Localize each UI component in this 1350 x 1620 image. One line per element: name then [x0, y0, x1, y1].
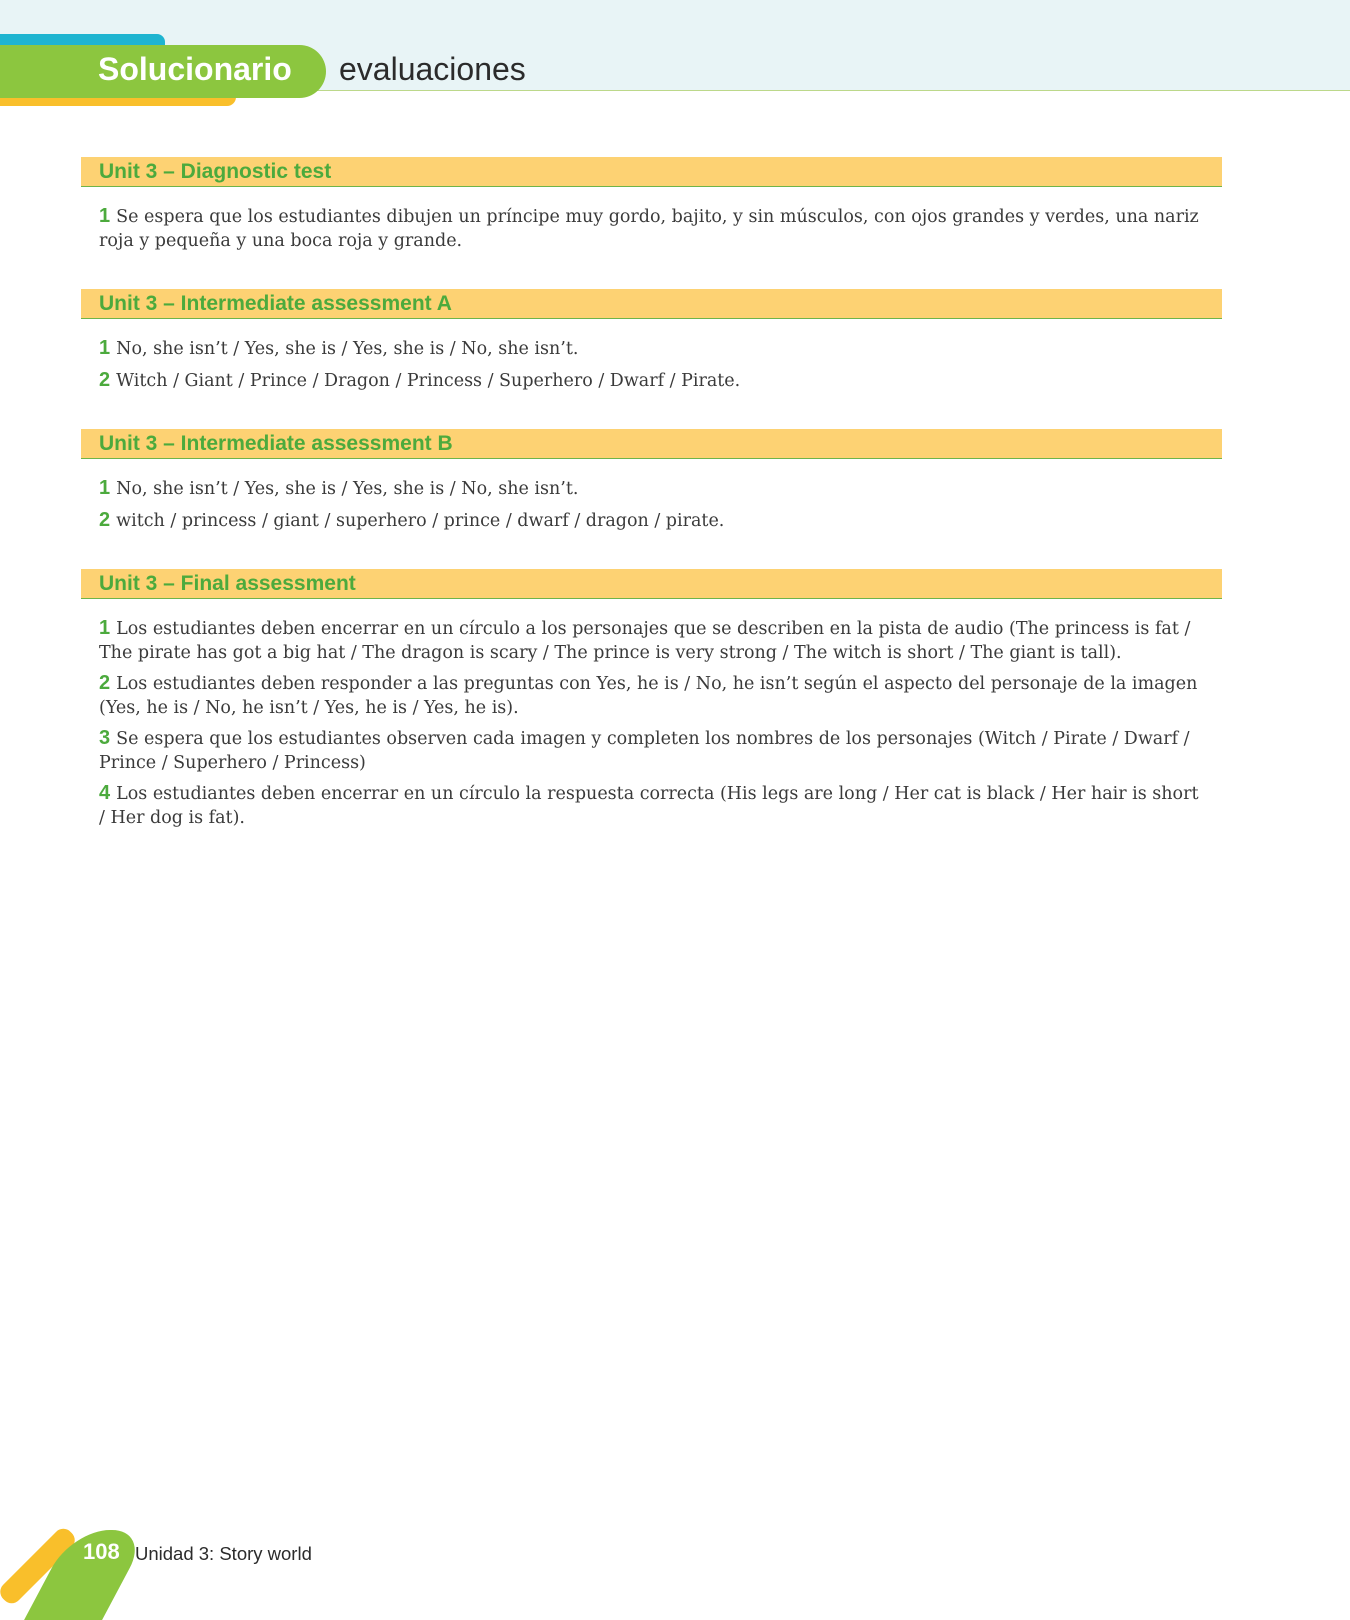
page-number: 108 [83, 1539, 120, 1564]
header-title: Solucionario [98, 51, 292, 87]
answer-item [99, 509, 1204, 534]
answer-item [99, 727, 1204, 775]
item-text: Se espera que los estudiantes dibujen un príncipe muy gordo, bajito, y sin músculos, con ojos grandes y verdes, una nariz roja y pequeña y una boca roja y grande. [99, 207, 1199, 251]
item-number: 2 [99, 672, 111, 694]
item-number: 2 [99, 368, 111, 391]
item-text: witch / princess / giant / superhero / prince / dwarf / dragon / pirate. [116, 510, 725, 531]
footer-unit-label: Unidad 3: Story world [135, 1543, 312, 1564]
section-items [81, 319, 1222, 393]
item-text: Los estudiantes deben responder a las preguntas con Yes, he is / No, he isn’t según el aspecto del personaje de la imagen (Yes, he is / No, he isn’t / Yes, he is / Yes, he is). [99, 674, 1198, 718]
answer-key-content [81, 157, 1222, 866]
answer-item [99, 337, 1204, 362]
section-title: Unit 3 – Diagnostic test [81, 157, 1222, 187]
item-number: 1 [99, 477, 111, 499]
item-text: Los estudiantes deben encerrar en un círculo a los personajes que se describen en la pista de audio (The princess is fat / The pirate has got a big hat / The dragon is scary / The prince is very strong / The witch is short / The giant is tall). [99, 619, 1191, 663]
answer-item [99, 672, 1204, 720]
answer-item [99, 617, 1204, 665]
item-text: No, she isn’t / Yes, she is / Yes, she is / No, she isn’t. [116, 339, 579, 359]
answer-item [99, 477, 1204, 502]
section-final-assessment [81, 569, 1222, 830]
item-text: No, she isn’t / Yes, she is / Yes, she is / No, she isn’t. [116, 479, 579, 499]
item-number: 3 [99, 727, 111, 749]
section-title: Unit 3 – Final assessment [81, 569, 1222, 599]
section-intermediate-a [81, 289, 1222, 393]
item-number: 2 [99, 508, 111, 531]
item-text: Los estudiantes deben encerrar en un círculo la respuesta correcta (His legs are long / Her cat is black / Her hair is short / Her dog is fat). [99, 784, 1199, 828]
answer-item [99, 369, 1204, 394]
section-title: Unit 3 – Intermediate assessment B [81, 429, 1222, 459]
section-items [81, 187, 1222, 253]
item-number: 4 [99, 782, 111, 804]
item-text: Se espera que los estudiantes observen cada imagen y completen los nombres de los personajes (Witch / Pirate / Dwarf / Prince / Superhero / Princess) [99, 729, 1190, 773]
section-title: Unit 3 – Intermediate assessment A [81, 289, 1222, 319]
header-subtitle: evaluaciones [339, 51, 526, 87]
section-items [81, 599, 1222, 830]
section-diagnostic-test [81, 157, 1222, 253]
item-number: 1 [99, 205, 111, 227]
answer-item [99, 782, 1204, 830]
item-number: 1 [99, 337, 111, 359]
section-items [81, 459, 1222, 533]
answer-item [99, 205, 1204, 253]
item-number: 1 [99, 617, 111, 639]
item-text: Witch / Giant / Prince / Dragon / Princess / Superhero / Dwarf / Pirate. [116, 370, 741, 391]
section-intermediate-b [81, 429, 1222, 533]
